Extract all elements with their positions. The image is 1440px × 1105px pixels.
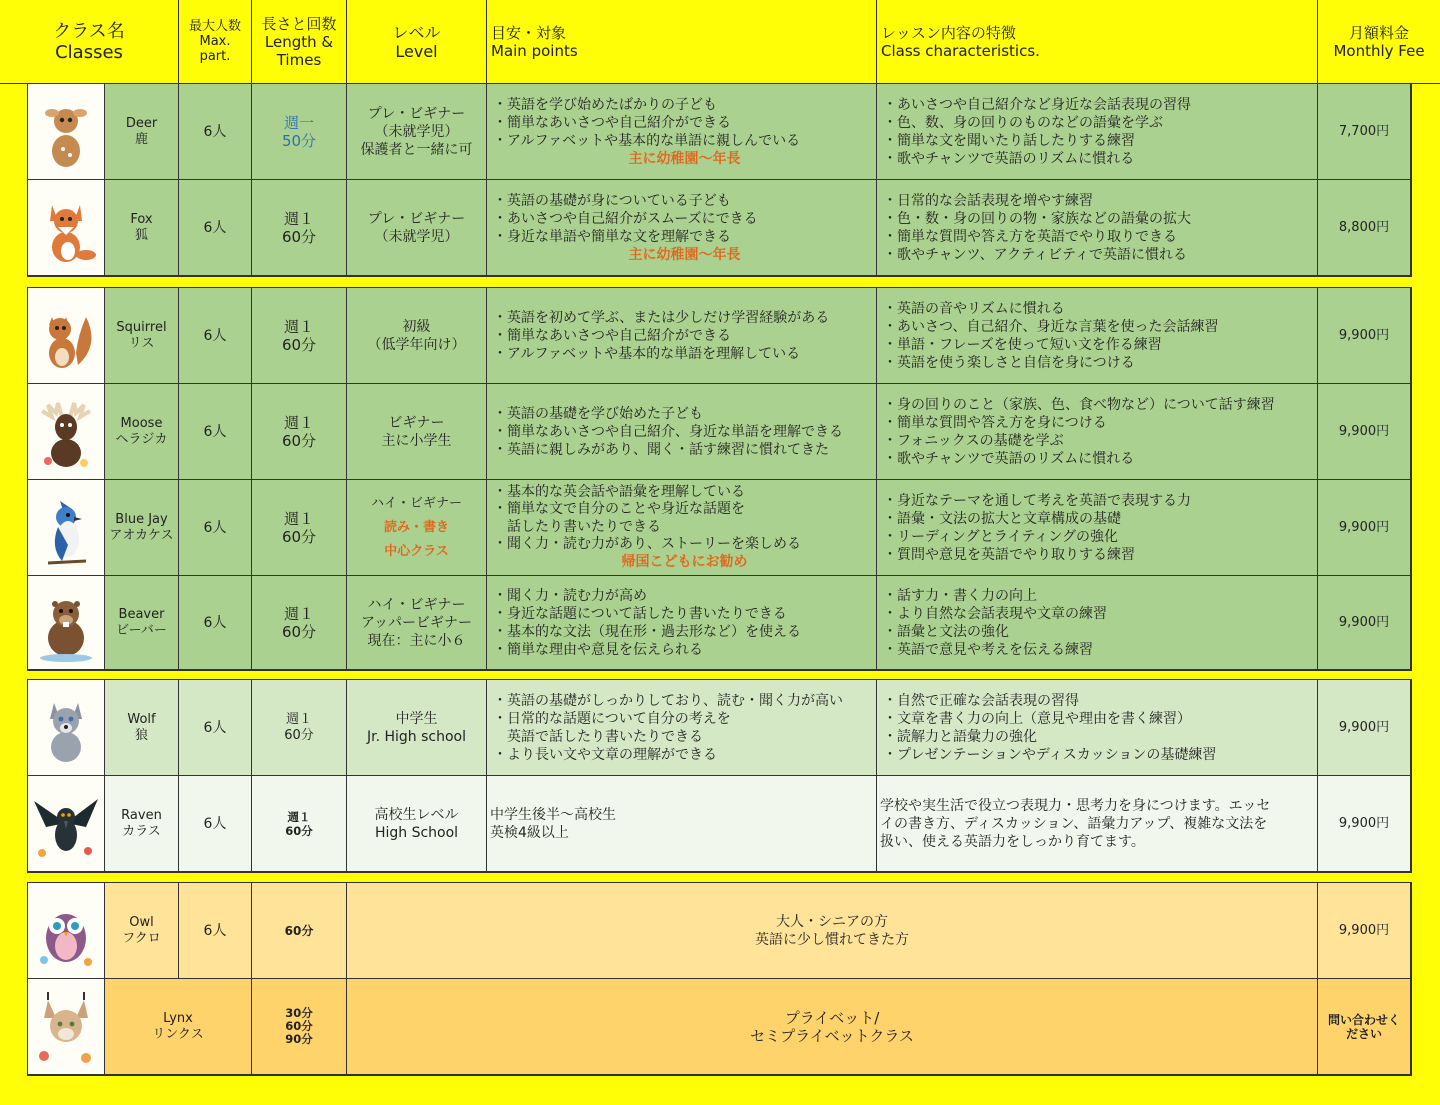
moose-point: ・英語の基礎を学び始めた子ども <box>493 405 703 422</box>
deer-icon <box>28 91 104 173</box>
header-points-jp: 目安・対象 <box>491 23 567 42</box>
bluejay-max <box>179 480 252 576</box>
owl-max <box>179 883 252 979</box>
bluejay-illustration <box>28 480 105 576</box>
deer-point: ・アルファベットや基本的な単語に親しんでいる <box>493 132 801 149</box>
header-level-en: Level <box>395 41 438 61</box>
beaver-characteristics <box>877 576 1318 670</box>
wolf-char: ・文章を書く力の向上（意見や理由を書く練習） <box>883 710 1191 727</box>
wolf-name-en: Wolf <box>127 711 156 727</box>
lynx-length-option: 60分 <box>285 1019 313 1033</box>
moose-length <box>252 384 347 480</box>
beaver-point: ・基本的な文法（現在形・過去形など）を使える <box>493 623 801 640</box>
moose-char: ・身の回りのこと（家族、色、食べ物など）について話す練習 <box>883 396 1275 413</box>
squirrel-char: ・英語の音やリズムに慣れる <box>883 300 1065 317</box>
beaver-points <box>487 576 877 670</box>
beaver-level <box>347 576 487 670</box>
raven-characteristics <box>877 776 1318 872</box>
header-classes-jp: クラス名 <box>53 20 125 42</box>
lynx-illustration <box>28 979 105 1075</box>
squirrel-name-jp: リス <box>128 335 155 351</box>
moose-max-value: 6人 <box>203 423 227 440</box>
moose-length-freq: 週１ <box>283 413 314 432</box>
header-char-jp: レッスン内容の特徴 <box>881 23 1016 42</box>
header-fee-en: Monthly Fee <box>1333 41 1425 60</box>
fox-max <box>179 180 252 276</box>
raven-icon <box>28 783 104 865</box>
raven-length <box>252 776 347 872</box>
bluejay-fee-value: 9,900円 <box>1338 519 1390 535</box>
deer-char: ・歌やチャンツで英語のリズムに慣れる <box>883 150 1135 167</box>
moose-points <box>487 384 877 480</box>
raven-level-line: High School <box>374 824 459 841</box>
owl-length-minutes: 60分 <box>284 923 314 938</box>
raven-fee <box>1318 776 1411 872</box>
moose-illustration <box>28 384 105 480</box>
lynx-icon <box>28 986 104 1068</box>
deer-points-note: 主に幼稚園〜年長 <box>628 150 741 167</box>
raven-points <box>487 776 877 872</box>
squirrel-length-freq: 週１ <box>283 317 314 336</box>
fox-max-value: 6人 <box>203 219 227 236</box>
raven-char: 扱い、使える英語力をしっかり育てます。 <box>880 833 1145 850</box>
deer-length-minutes: 50分 <box>281 131 317 150</box>
squirrel-characteristics <box>877 288 1318 384</box>
squirrel-fee-value: 9,900円 <box>1338 327 1390 343</box>
raven-max-value: 6人 <box>203 815 227 832</box>
lynx-desc-line: セミプライベットクラス <box>750 1026 914 1045</box>
bluejay-name-jp: アオカケス <box>109 527 174 543</box>
squirrel-point: ・簡単なあいさつや自己紹介ができる <box>493 327 731 344</box>
wolf-length-freq: 週１ <box>285 711 312 727</box>
squirrel-level-line: 初級 <box>402 318 431 335</box>
beaver-max <box>179 576 252 670</box>
moose-fee-value: 9,900円 <box>1338 423 1390 439</box>
wolf-fee <box>1318 680 1411 776</box>
lynx-length-option: 30分 <box>285 1006 313 1020</box>
wolf-max <box>179 680 252 776</box>
beaver-char: ・より自然な会話表現や文章の練習 <box>883 605 1107 622</box>
raven-name-jp: カラス <box>122 823 161 839</box>
wolf-characteristics <box>877 680 1318 776</box>
owl-name-jp: フクロ <box>122 930 161 946</box>
wolf-illustration <box>28 680 105 776</box>
moose-point: ・簡単なあいさつや自己紹介、身近な単語を理解できる <box>493 423 843 440</box>
fox-length-freq: 週１ <box>283 209 314 228</box>
deer-level <box>347 84 487 180</box>
raven-char: イの書き方、ディスカッション、語彙力アップ、複雑な文法を <box>880 815 1268 832</box>
deer-illustration <box>28 84 105 180</box>
squirrel-points <box>487 288 877 384</box>
bluejay-fee <box>1318 480 1411 576</box>
bluejay-level-line: ハイ・ビギナー <box>370 495 462 511</box>
wolf-level-line: 中学生 <box>395 710 438 727</box>
beaver-char: ・語彙と文法の強化 <box>883 623 1009 640</box>
owl-illustration <box>28 883 105 979</box>
fox-points <box>487 180 877 276</box>
beaver-name <box>105 576 179 670</box>
fox-fee-value: 8,800円 <box>1338 219 1390 235</box>
deer-length <box>252 84 347 180</box>
deer-char: ・色、数、身の回りのものなどの語彙を学ぶ <box>883 114 1163 131</box>
moose-level-line: 主に小学生 <box>381 432 452 449</box>
squirrel-fee <box>1318 288 1411 384</box>
deer-max <box>179 84 252 180</box>
owl-name <box>105 883 179 979</box>
fox-length-minutes: 60分 <box>281 227 317 246</box>
beaver-name-jp: ビーバー <box>116 622 167 638</box>
deer-points <box>487 84 877 180</box>
fox-point: ・英語の基礎が身についている子ども <box>493 192 731 209</box>
header-max-en1: Max. <box>199 34 231 49</box>
bluejay-points <box>487 480 877 576</box>
deer-point: ・英語を学び始めたばかりの子ども <box>493 96 717 113</box>
header-characteristics <box>877 0 1318 84</box>
beaver-length-freq: 週１ <box>283 604 314 623</box>
raven-name <box>105 776 179 872</box>
deer-level-line: プレ・ビギナー <box>367 105 466 122</box>
moose-max <box>179 384 252 480</box>
bluejay-char: ・語彙・文法の拡大と文章構成の基礎 <box>883 510 1121 527</box>
lynx-name-en: Lynx <box>163 1010 193 1026</box>
wolf-name <box>105 680 179 776</box>
wolf-points <box>487 680 877 776</box>
deer-max-value: 6人 <box>203 123 227 140</box>
deer-point: ・簡単なあいさつや自己紹介ができる <box>493 114 731 131</box>
deer-level-line: 保護者と一緒に可 <box>360 141 473 158</box>
fox-name <box>105 180 179 276</box>
squirrel-point: ・アルファベットや基本的な単語を理解している <box>493 345 801 362</box>
wolf-max-value: 6人 <box>203 719 227 736</box>
bluejay-point: 話したり書いたりできる <box>493 518 661 535</box>
owl-max-value: 6人 <box>203 922 227 939</box>
owl-name-en: Owl <box>129 914 154 930</box>
deer-char: ・あいさつや自己紹介など身近な会話表現の習得 <box>883 96 1191 113</box>
fox-char: ・歌やチャンツ、アクティビティで英語に慣れる <box>883 246 1187 263</box>
raven-length-freq: 週１ <box>287 809 311 824</box>
deer-char: ・簡単な文を聞いたり話したりする練習 <box>883 132 1135 149</box>
wolf-char: ・自然で正確な会話表現の習得 <box>883 692 1079 709</box>
bluejay-length-freq: 週１ <box>283 509 314 528</box>
header-length-en2: Times <box>276 50 322 69</box>
header-points <box>487 0 877 84</box>
header-length-jp: 長さと回数 <box>261 14 337 33</box>
beaver-level-line: ハイ・ビギナー <box>367 596 466 613</box>
moose-char: ・簡単な質問や答え方を身につける <box>883 414 1107 431</box>
moose-point: ・英語に親しみがあり、聞く・話す練習に慣れてきた <box>493 441 829 458</box>
header-points-en: Main points <box>491 41 578 60</box>
fox-length <box>252 180 347 276</box>
deer-name-jp: 鹿 <box>134 131 148 147</box>
header-fee <box>1318 0 1440 84</box>
squirrel-name <box>105 288 179 384</box>
raven-point: 中学生後半〜高校生 <box>490 806 616 823</box>
beaver-length <box>252 576 347 670</box>
deer-level-line: （未就学児） <box>374 123 459 140</box>
squirrel-length <box>252 288 347 384</box>
fox-characteristics <box>877 180 1318 276</box>
deer-fee-value: 7,700円 <box>1338 123 1390 139</box>
beaver-char: ・話す力・書く力の向上 <box>883 587 1037 604</box>
squirrel-max <box>179 288 252 384</box>
header-max-jp: 最大人数 <box>188 19 241 34</box>
beaver-icon <box>28 582 104 664</box>
fox-level <box>347 180 487 276</box>
lynx-desc-line: プライベット/ <box>784 1008 880 1027</box>
raven-point: 英検4級以上 <box>490 824 569 841</box>
fox-char: ・色・数・身の回りの物・家族などの語彙の拡大 <box>883 210 1191 227</box>
wolf-name-jp: 狼 <box>134 727 148 743</box>
fox-name-jp: 狐 <box>134 227 148 243</box>
raven-illustration <box>28 776 105 872</box>
fox-char: ・日常的な会話表現を増やす練習 <box>883 192 1093 209</box>
squirrel-illustration <box>28 288 105 384</box>
fox-name-en: Fox <box>130 211 153 227</box>
lynx-name-jp: リンクス <box>152 1026 204 1042</box>
fox-icon <box>28 187 104 269</box>
bluejay-level-emphasis: 読み・書き <box>383 519 449 535</box>
moose-level <box>347 384 487 480</box>
raven-level-line: 高校生レベル <box>374 806 459 823</box>
bluejay-level-emphasis: 中心クラス <box>384 543 449 559</box>
squirrel-char: ・単語・フレーズを使って短い文を作る練習 <box>883 336 1162 353</box>
bluejay-level <box>347 480 487 576</box>
deer-length-freq: 週一 <box>283 113 314 132</box>
raven-char: 学校や実生活で役立つ表現力・思考力を身につけます。エッセ <box>880 797 1271 814</box>
header-length <box>252 0 347 84</box>
squirrel-max-value: 6人 <box>203 327 227 344</box>
lynx-length-option: 90分 <box>285 1032 313 1046</box>
lynx-fee-line: 問い合わせく <box>1327 1012 1400 1027</box>
bluejay-points-note: 帰国こどもにお勧め <box>621 553 748 570</box>
bluejay-icon <box>28 487 104 569</box>
bluejay-length-minutes: 60分 <box>281 527 317 546</box>
beaver-char: ・英語で意見や考えを伝える練習 <box>883 641 1093 658</box>
header-level <box>347 0 487 84</box>
raven-fee-value: 9,900円 <box>1338 815 1390 831</box>
beaver-max-value: 6人 <box>203 614 227 631</box>
beaver-point: ・身近な話題について話したり書いたりできる <box>493 605 787 622</box>
wolf-char: ・プレゼンテーションやディスカッションの基礎練習 <box>883 746 1217 763</box>
bluejay-point: ・基本的な英会話や語彙を理解している <box>493 483 745 500</box>
fox-fee <box>1318 180 1411 276</box>
wolf-point: ・より長い文や文章の理解ができる <box>493 746 717 763</box>
raven-level <box>347 776 487 872</box>
deer-name-en: Deer <box>125 115 158 131</box>
lynx-fee-line: ださい <box>1345 1026 1382 1041</box>
owl-fee-value: 9,900円 <box>1338 922 1390 938</box>
header-max-en2: part. <box>199 49 231 64</box>
squirrel-char: ・あいさつ、自己紹介、身近な言葉を使った会話練習 <box>883 318 1219 335</box>
moose-name-en: Moose <box>120 415 163 431</box>
beaver-illustration <box>28 576 105 670</box>
bluejay-length <box>252 480 347 576</box>
lynx-name <box>105 979 252 1075</box>
moose-char: ・フォニックスの基礎を学ぶ <box>883 432 1064 449</box>
fox-illustration <box>28 180 105 276</box>
header-length-en1: Length & <box>264 32 334 51</box>
beaver-point: ・聞く力・読む力が高め <box>493 587 647 604</box>
bluejay-char: ・リーディングとライティングの強化 <box>883 528 1119 545</box>
owl-length <box>252 883 347 979</box>
squirrel-point: ・英語を初めて学ぶ、または少しだけ学習経験がある <box>493 309 830 326</box>
moose-name <box>105 384 179 480</box>
squirrel-name-en: Squirrel <box>116 319 167 335</box>
beaver-level-line: 現在：主に小６ <box>367 632 466 649</box>
owl-fee <box>1318 883 1411 979</box>
moose-level-line: ビギナー <box>388 414 445 431</box>
bluejay-characteristics <box>877 480 1318 576</box>
bluejay-point: ・簡単な文で自分のことや身近な話題を <box>493 501 745 518</box>
wolf-point: 英語で話したり書いたりできる <box>493 728 703 745</box>
header-max <box>179 0 252 84</box>
owl-desc-line: 英語に少し慣れてきた方 <box>755 931 909 948</box>
wolf-icon <box>28 687 104 769</box>
squirrel-icon <box>28 295 104 377</box>
raven-name-en: Raven <box>121 807 162 823</box>
lynx-fee <box>1318 979 1411 1075</box>
lynx-description <box>347 979 1318 1075</box>
squirrel-char: ・英語を使う楽しさと自信を身につける <box>883 354 1135 371</box>
squirrel-length-minutes: 60分 <box>281 335 317 354</box>
fox-points-note: 主に幼稚園〜年長 <box>628 246 741 263</box>
fox-level-line: （未就学児） <box>374 228 459 245</box>
wolf-point: ・日常的な話題について自分の考えを <box>493 710 731 727</box>
fox-point: ・あいさつや自己紹介がスムーズにできる <box>493 210 758 227</box>
header-classes-en: Classes <box>55 41 123 63</box>
bluejay-name-en: Blue Jay <box>115 511 168 527</box>
moose-name-jp: ヘラジカ <box>115 431 168 447</box>
fox-point: ・身近な単語や簡単な文を理解できる <box>493 228 731 245</box>
owl-desc-line: 大人・シニアの方 <box>776 913 888 930</box>
owl-icon <box>28 890 104 972</box>
deer-fee <box>1318 84 1411 180</box>
beaver-level-line: アッパービギナー <box>360 614 473 631</box>
fox-level-line: プレ・ビギナー <box>367 210 466 227</box>
header-level-jp: レベル <box>392 22 441 42</box>
wolf-level <box>347 680 487 776</box>
moose-length-minutes: 60分 <box>281 431 317 450</box>
lynx-length <box>252 979 347 1075</box>
moose-fee <box>1318 384 1411 480</box>
header-classes <box>0 0 179 84</box>
beaver-fee-value: 9,900円 <box>1338 614 1390 630</box>
wolf-point: ・英語の基礎がしっかりしており、読む・聞く力が高い <box>493 692 843 709</box>
raven-max <box>179 776 252 872</box>
beaver-fee <box>1318 576 1411 670</box>
beaver-name-en: Beaver <box>118 606 165 622</box>
deer-name <box>105 84 179 180</box>
owl-description <box>347 883 1318 979</box>
fox-char: ・簡単な質問や答え方を英語でやり取りできる <box>883 228 1177 245</box>
beaver-length-minutes: 60分 <box>281 622 317 641</box>
squirrel-level <box>347 288 487 384</box>
wolf-char: ・読解力と語彙力の強化 <box>883 728 1037 745</box>
moose-characteristics <box>877 384 1318 480</box>
wolf-length-minutes: 60分 <box>284 727 314 743</box>
bluejay-char: ・質問や意見を英語でやり取りする練習 <box>883 546 1135 563</box>
moose-char: ・歌やチャンツで英語のリズムに慣れる <box>883 450 1135 467</box>
moose-icon <box>28 391 104 473</box>
wolf-length <box>252 680 347 776</box>
squirrel-level-line: （低学年向け） <box>367 336 466 353</box>
beaver-point: ・簡単な理由や意見を伝えられる <box>493 641 703 658</box>
deer-characteristics <box>877 84 1318 180</box>
header-fee-jp: 月額料金 <box>1348 23 1409 42</box>
raven-length-minutes: 60分 <box>285 823 313 838</box>
bluejay-char: ・身近なテーマを通して考えを英語で表現する力 <box>883 492 1191 509</box>
bluejay-point: ・聞く力・読む力があり、ストーリーを楽しめる <box>493 536 801 553</box>
header-char-en: Class characteristics. <box>881 41 1040 60</box>
bluejay-max-value: 6人 <box>203 519 227 536</box>
bluejay-name <box>105 480 179 576</box>
wolf-level-line: Jr. High school <box>366 728 466 745</box>
wolf-fee-value: 9,900円 <box>1338 719 1390 735</box>
